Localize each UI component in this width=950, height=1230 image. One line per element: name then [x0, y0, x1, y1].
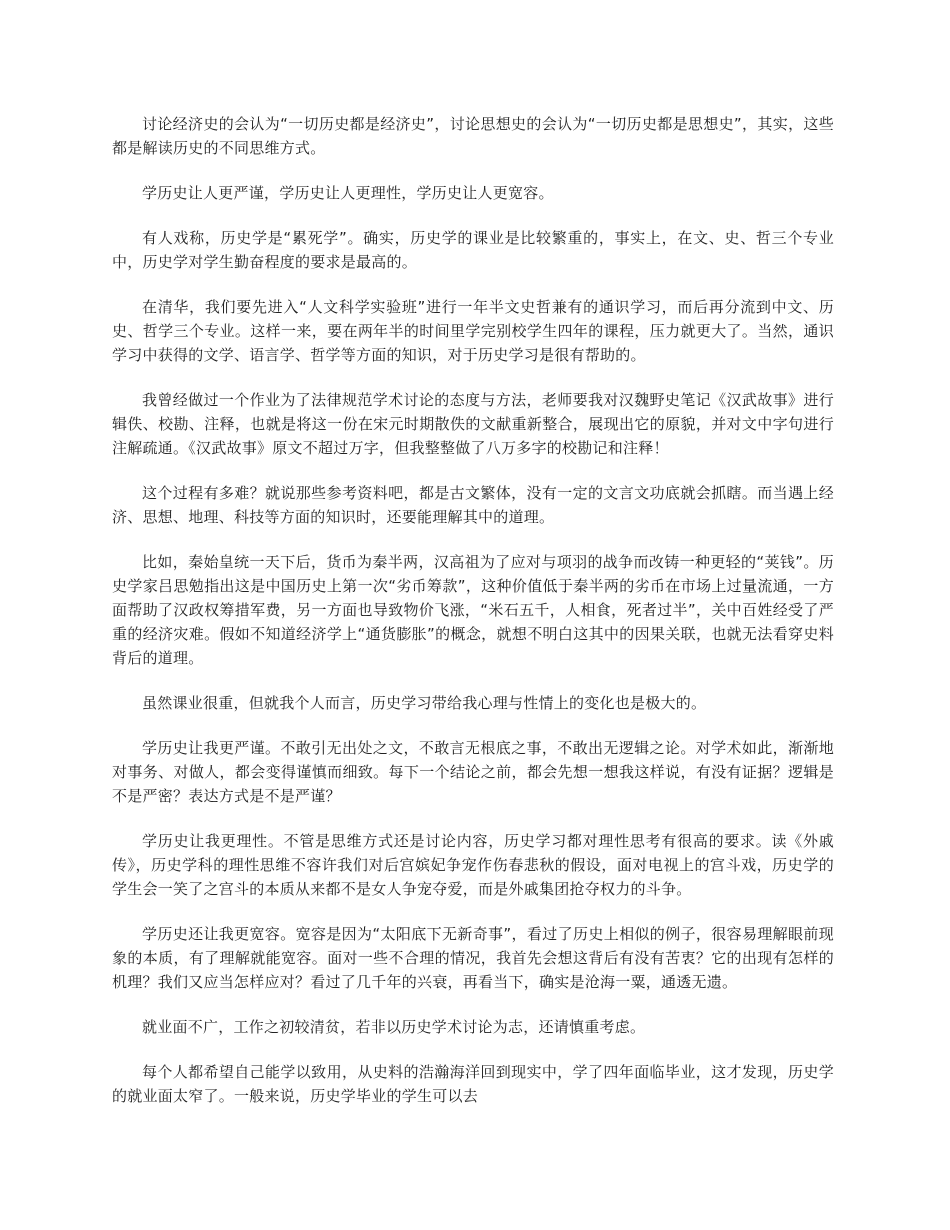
paragraph-4: 在清华，我们要先进入“人文科学实验班”进行一年半文史哲兼有的通识学习，而后再分流到中文、历史、哲学三个专业。这样一来，要在两年半的时间里学完别校学生四年的课程，压力就更大了。当然，通识学习中获得的文学、语言学、哲学等方面的知识，对于历史学习是很有帮助的。 [112, 298, 834, 364]
paragraph-8: 虽然课业很重，但就我个人而言，历史学习带给我心理与性情上的变化也是极大的。 [142, 694, 707, 712]
paragraph-6: 这个过程有多难？就说那些参考资料吧，都是古文繁体，没有一定的文言文功底就会抓瞎。而当遇上经济、思想、地理、科技等方面的知识时，还要能理解其中的道理。 [112, 484, 834, 526]
document-body [112, 112, 834, 1129]
paragraph-3: 有人戏称，历史学是“累死学”。确实，历史学的课业是比较繁重的，事实上，在文、史、哲三个专业中，历史学对学生勤奋程度的要求是最高的。 [112, 229, 834, 271]
paragraph-13: 每个人都希望自己能学以致用，从史料的浩瀚海洋回到现实中，学了四年面临毕业，这才发现，历史学的就业面太窄了。一般来说，历史学毕业的学生可以去 [112, 1063, 834, 1105]
paragraph-2: 学历史让人更严谨，学历史让人更理性，学历史让人更宽容。 [142, 184, 554, 202]
paragraph-5: 我曾经做过一个作业为了法律规范学术讨论的态度与方法，老师要我对汉魏野史笔记《汉武故事》进行辑佚、校勘、注释，也就是将这一份在宋元时期散佚的文献重新整合，展现出它的原貌，并对文中字句进行注解疏通。《汉武故事》原文不超过万字，但我整整做了八万多字的校勘记和注释！ [112, 391, 834, 457]
paragraph-10: 学历史让我更理性。不管是思维方式还是讨论内容，历史学习都对理性思考有很高的要求。读《外戚传》，历史学科的理性思维不容许我们对后宫嫔妃争宠作伤春悲秋的假设，面对电视上的宫斗戏，历史学的学生会一笑了之宫斗的本质从来都不是女人争宠夺爱，而是外戚集团抢夺权力的斗争。 [112, 832, 834, 898]
paragraph-12: 就业面不广，工作之初较清贫，若非以历史学术讨论为志，还请慎重考虑。 [142, 1018, 646, 1036]
paragraph-7: 比如，秦始皇统一天下后，货币为秦半两，汉高祖为了应对与项羽的战争而改铸一种更轻的“荚钱”。历史学家吕思勉指出这是中国历史上第一次“劣币筹款”，这种价值低于秦半两的劣币在市场上过量流通，一方面帮助了汉政权筹措军费，另一方面也导致物价飞涨，“米石五千，人相食，死者过半”，关中百姓经受了严重的经济灾难。假如不知道经济学上“通货膨胀”的概念，就想不明白这其中的因果关联，也就无法看穿史料背后的道理。 [112, 553, 834, 667]
paragraph-1: 讨论经济史的会认为“一切历史都是经济史”，讨论思想史的会认为“一切历史都是思想史”，其实，这些都是解读历史的不同思维方式。 [112, 115, 834, 157]
paragraph-9: 学历史让我更严谨。不敢引无出处之文，不敢言无根底之事，不敢出无逻辑之论。对学术如此，渐渐地对事务、对做人，都会变得谨慎而细致。每下一个结论之前，都会先想一想我这样说，有没有证据？逻辑是不是严密？表达方式是不是严谨？ [112, 739, 834, 805]
paragraph-11: 学历史还让我更宽容。宽容是因为“太阳底下无新奇事”，看过了历史上相似的例子，很容易理解眼前现象的本质，有了理解就能宽容。面对一些不合理的情况，我首先会想这背后有没有苦衷？它的出现有怎样的机理？我们又应当怎样应对？看过了几千年的兴衰，再看当下，确实是沧海一粟，通透无遗。 [112, 925, 834, 991]
